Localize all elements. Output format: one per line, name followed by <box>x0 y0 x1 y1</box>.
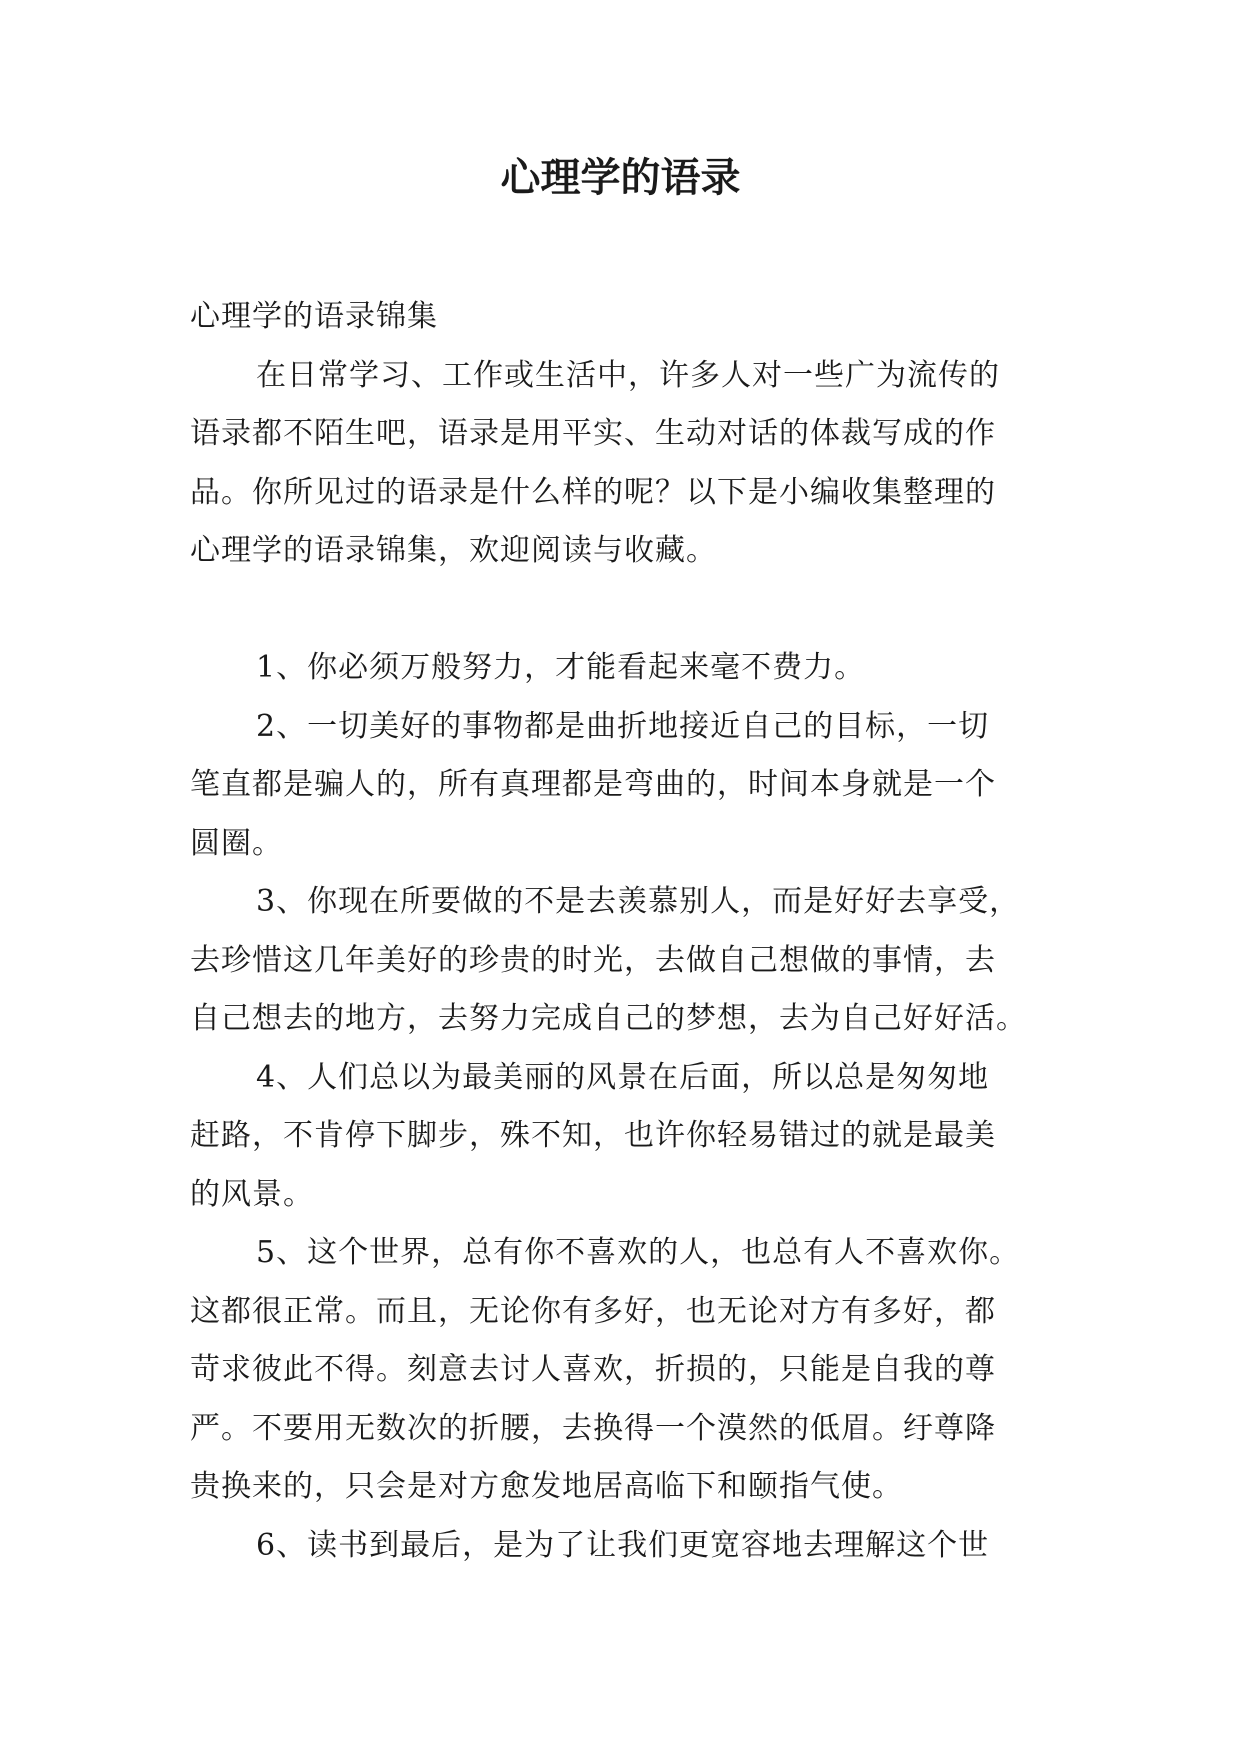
document-title: 心理学的语录 <box>500 155 741 201</box>
document-body <box>190 288 1060 1575</box>
intro-line: 品。你所见过的语录是什么样的呢？以下是小编收集整理的 <box>190 474 996 510</box>
quote-line: 赶路，不肯停下脚步，殊不知，也许你轻易错过的就是最美 <box>190 1118 996 1153</box>
document-subtitle: 心理学的语录锦集 <box>190 299 438 334</box>
quote-line: 2、一切美好的事物都是曲折地接近自己的目标，一切 <box>256 708 990 744</box>
quote-line: 5、这个世界，总有你不喜欢的人，也总有人不喜欢你。 <box>256 1235 1021 1270</box>
intro-paragraph <box>190 347 1060 581</box>
quote-4 <box>190 1049 1060 1225</box>
intro-line: 心理学的语录锦集，欢迎阅读与收藏。 <box>190 533 717 568</box>
quote-line: 3、你现在所要做的不是去羡慕别人，而是好好去享受， <box>256 884 1021 919</box>
quote-3 <box>190 873 1060 1049</box>
quote-line: 自己想去的地方，去努力完成自己的梦想，去为自己好好活。 <box>190 1001 1027 1036</box>
quote-line: 的风景。 <box>190 1176 314 1212</box>
paragraph-spacer <box>190 581 1060 640</box>
quote-line: 去珍惜这几年美好的珍贵的时光，去做自己想做的事情，去 <box>190 942 996 978</box>
quote-line: 圆圈。 <box>190 825 283 861</box>
quote-line: 苛求彼此不得。刻意去讨人喜欢，折损的，只能是自我的尊 <box>190 1352 996 1387</box>
quote-line: 这都很正常。而且，无论你有多好，也无论对方有多好，都 <box>190 1293 996 1329</box>
intro-line: 语录都不陌生吧，语录是用平实、生动对话的体裁写成的作 <box>190 416 996 451</box>
quote-5 <box>190 1224 1060 1517</box>
quote-line: 严。不要用无数次的折腰，去换得一个漠然的低眉。纡尊降 <box>190 1410 996 1446</box>
quote-line: 笔直都是骗人的，所有真理都是弯曲的，时间本身就是一个 <box>190 767 996 802</box>
quote-1 <box>190 639 1060 698</box>
quote-line: 贵换来的，只会是对方愈发地居高临下和颐指气使。 <box>190 1469 903 1504</box>
quote-line: 6、读书到最后，是为了让我们更宽容地去理解这个世 <box>256 1527 990 1563</box>
quote-line: 4、人们总以为最美丽的风景在后面，所以总是匆匆地 <box>256 1059 990 1095</box>
intro-line: 在日常学习、工作或生活中，许多人对一些广为流传的 <box>256 357 1000 393</box>
quote-2 <box>190 698 1060 874</box>
quote-line: 1、你必须万般努力，才能看起来毫不费力。 <box>256 650 866 685</box>
quote-6 <box>190 1517 1060 1576</box>
